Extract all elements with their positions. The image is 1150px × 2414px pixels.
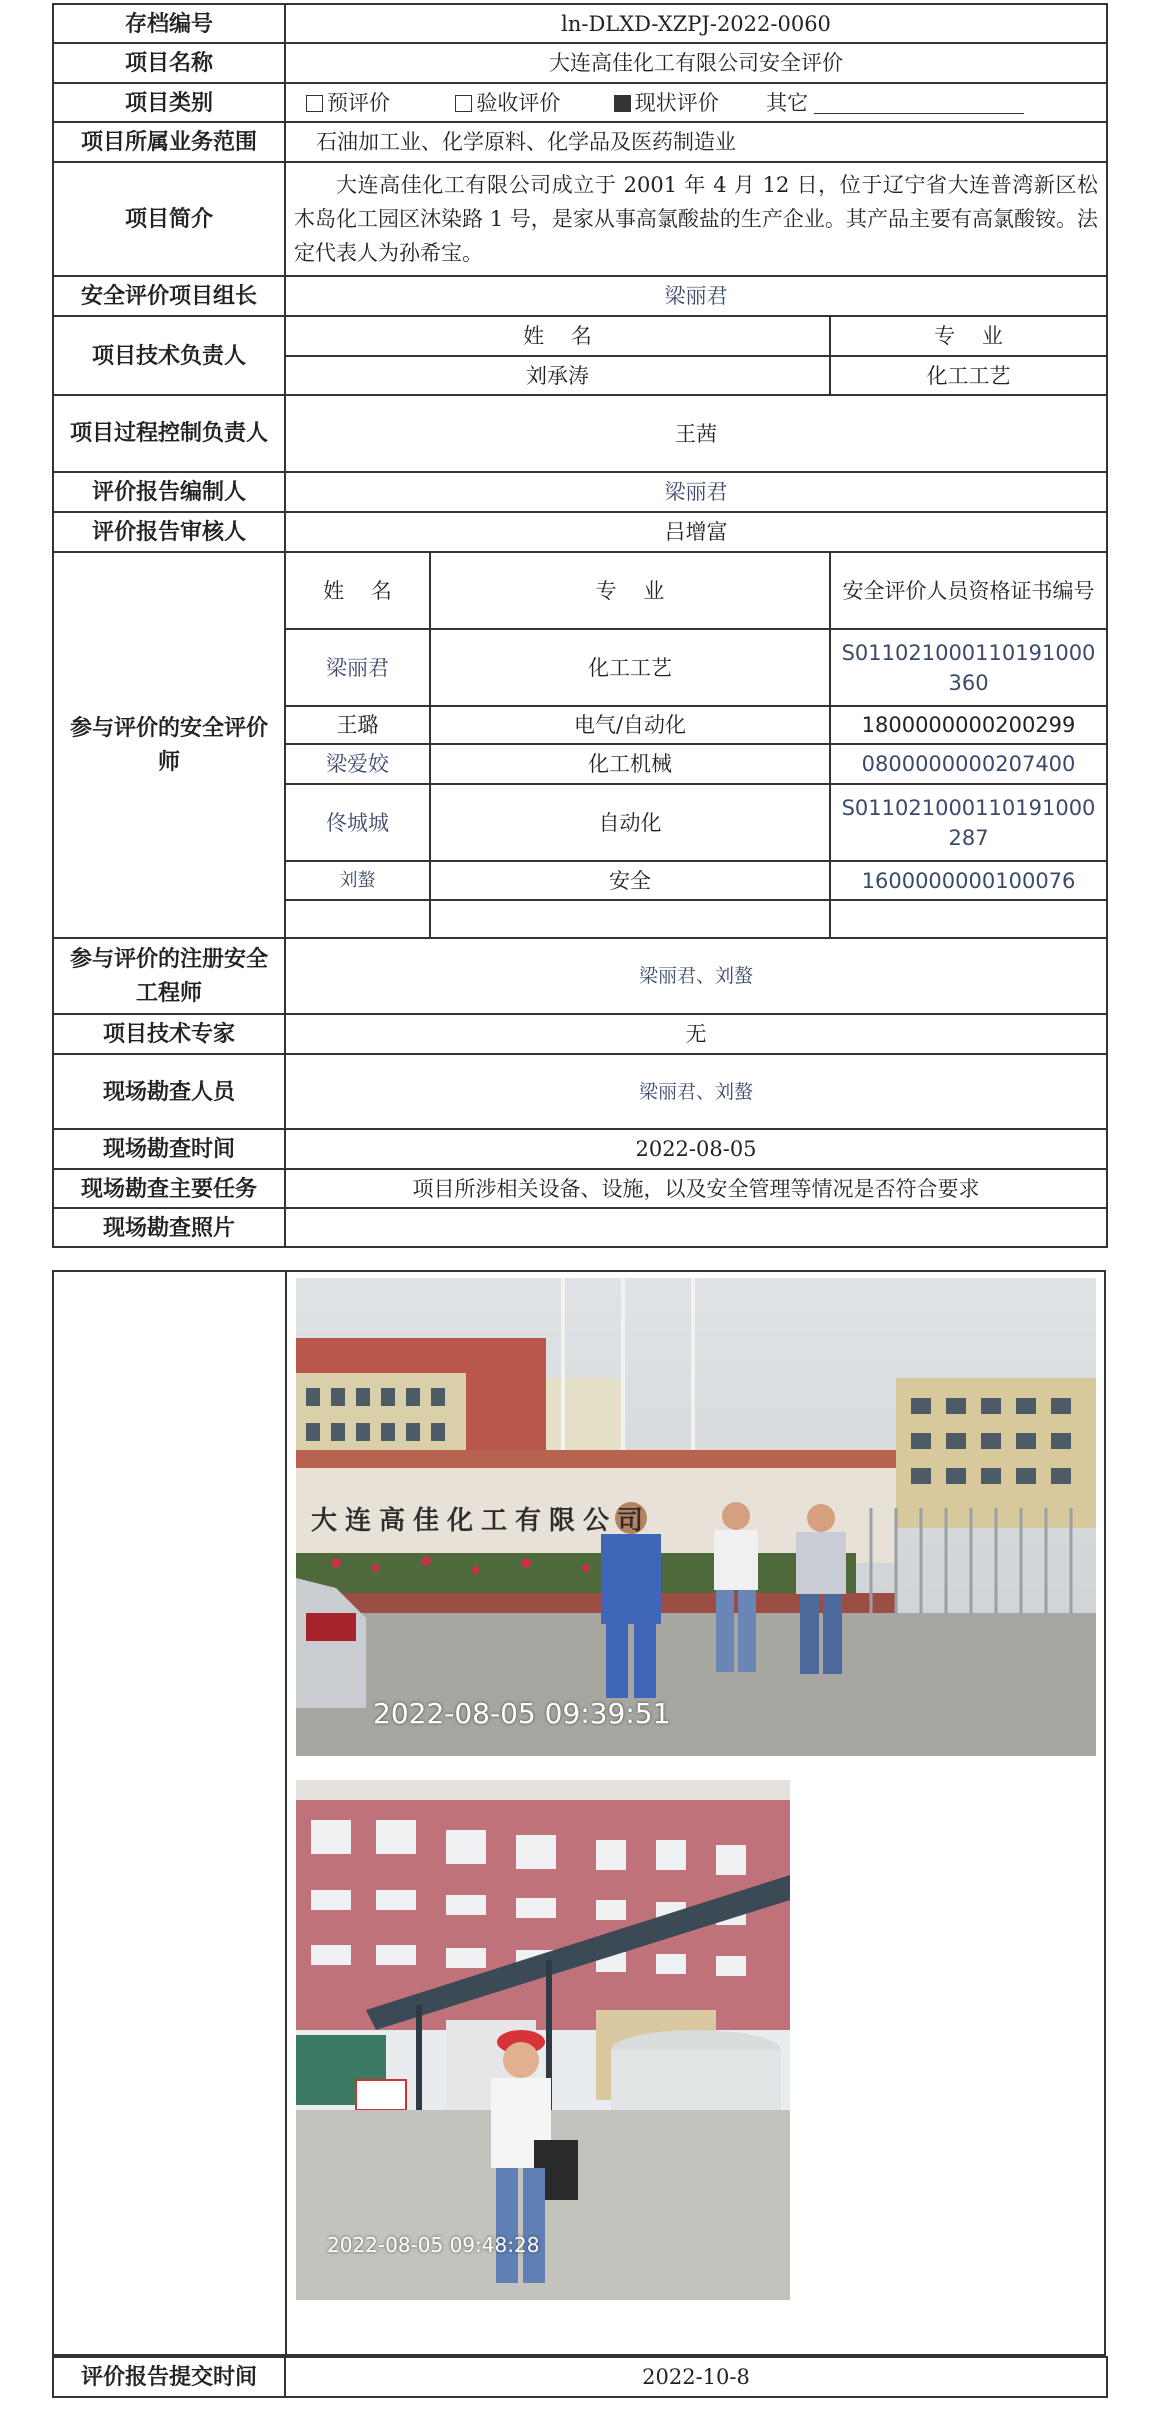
value-tech-lead-name: 刘承涛 [285, 356, 830, 395]
row-site-task [53, 1169, 1107, 1208]
evaluator-major: 化工工艺 [430, 629, 830, 706]
label-team-leader: 安全评价项目组长 [53, 276, 285, 316]
info-table [52, 3, 1108, 1248]
checkbox-unchecked-icon [455, 95, 472, 112]
submit-table [52, 2356, 1108, 2398]
empty-cell [285, 1208, 1107, 1247]
evaluator-name: 佟城城 [285, 784, 430, 861]
evaluator-cert: S011021000110191000360 [830, 629, 1107, 706]
value-site-staff: 梁丽君、刘螯 [285, 1054, 1107, 1129]
value-tech-lead-major: 化工工艺 [830, 356, 1107, 395]
header-tech-lead-major: 专 业 [830, 316, 1107, 356]
label-tech-expert: 项目技术专家 [53, 1014, 285, 1054]
row-tech-lead-header [53, 316, 1107, 356]
label-site-task: 现场勘查主要任务 [53, 1169, 285, 1208]
label-site-photos: 现场勘查照片 [53, 1208, 285, 1247]
header-evaluator-major: 专 业 [430, 552, 830, 629]
value-tech-expert: 无 [285, 1014, 1107, 1054]
header-tech-lead-name: 姓 名 [285, 316, 830, 356]
value-reg-engineers: 梁丽君、刘螯 [285, 938, 1107, 1014]
site-photo-2 [296, 1780, 790, 2300]
label-reg-engineers: 参与评价的注册安全工程师 [53, 938, 285, 1014]
option-acceptance-eval: 验收评价 [455, 91, 560, 115]
plant-area-photo [296, 1780, 790, 2300]
row-site-photos [53, 1208, 1107, 1247]
label-report-reviewer: 评价报告审核人 [53, 512, 285, 552]
row-report-reviewer [53, 512, 1107, 552]
evaluator-major: 安全 [430, 861, 830, 900]
value-report-author: 梁丽君 [285, 472, 1107, 512]
label-site-time: 现场勘查时间 [53, 1129, 285, 1169]
header-evaluator-name: 姓 名 [285, 552, 430, 629]
label-site-staff: 现场勘查人员 [53, 1054, 285, 1129]
empty-cell [430, 900, 830, 938]
row-site-time [53, 1129, 1107, 1169]
label-archive-no: 存档编号 [53, 4, 285, 43]
option-pre-eval: 预评价 [306, 91, 390, 115]
value-process-ctrl: 王茜 [285, 395, 1107, 472]
label-tech-lead: 项目技术负责人 [53, 316, 285, 395]
label-project-type: 项目类别 [53, 83, 285, 122]
evaluator-cert: 1800000000200299 [830, 706, 1107, 744]
label-business-scope: 项目所属业务范围 [53, 122, 285, 162]
option-status-eval: 现状评价 [614, 91, 719, 115]
checkbox-checked-icon [614, 95, 631, 112]
evaluator-major: 电气/自动化 [430, 706, 830, 744]
value-site-time: 2022-08-05 [285, 1129, 1107, 1169]
row-process-ctrl [53, 395, 1107, 472]
label-report-author: 评价报告编制人 [53, 472, 285, 512]
row-site-staff [53, 1054, 1107, 1129]
label-process-ctrl: 项目过程控制负责人 [53, 395, 285, 472]
value-project-type [285, 83, 1107, 122]
evaluator-cert: S011021000110191000287 [830, 784, 1107, 861]
row-evaluators-header [53, 552, 1107, 629]
option-other: 其它 [766, 91, 1024, 115]
row-team-leader [53, 276, 1107, 316]
label-evaluators: 参与评价的安全评价师 [53, 552, 285, 938]
row-project-type [53, 83, 1107, 122]
company-sign: 大连高佳化工有限公司 [311, 1506, 652, 1536]
row-archive-no [53, 4, 1107, 43]
label-summary: 项目简介 [53, 162, 285, 276]
row-summary [53, 162, 1107, 276]
photo-timestamp: 2022-08-05 09:48:28 [327, 2233, 540, 2257]
row-business-scope [53, 122, 1107, 162]
value-summary: 大连高佳化工有限公司成立于 2001 年 4 月 12 日，位于辽宁省大连普湾新区松木岛化工园区沐染路 1 号，是家从事高氯酸盐的生产企业。其产品主要有高氯酸铵。法定代表人为孙希宝。 [285, 162, 1107, 276]
header-evaluator-cert: 安全评价人员资格证书编号 [830, 552, 1107, 629]
evaluator-major: 化工机械 [430, 744, 830, 784]
evaluator-name: 王璐 [285, 706, 430, 744]
row-project-name [53, 43, 1107, 83]
value-site-task: 项目所涉相关设备、设施，以及安全管理等情况是否符合要求 [285, 1169, 1107, 1208]
row-report-author [53, 472, 1107, 512]
value-business-scope: 石油加工业、化学原料、化学品及医药制造业 [285, 122, 1107, 162]
value-report-reviewer: 吕增富 [285, 512, 1107, 552]
value-team-leader: 梁丽君 [285, 276, 1107, 316]
value-project-name: 大连高佳化工有限公司安全评价 [285, 43, 1107, 83]
label-project-name: 项目名称 [53, 43, 285, 83]
checkbox-unchecked-icon [306, 95, 323, 112]
site-photo-1 [296, 1278, 1096, 1756]
evaluator-name: 梁丽君 [285, 629, 430, 706]
divider [285, 1272, 287, 2354]
row-submit-time [53, 2357, 1107, 2397]
row-tech-expert [53, 1014, 1107, 1054]
evaluator-cert: 0800000000207400 [830, 744, 1107, 784]
value-archive-no: ln-DLXD-XZPJ-2022-0060 [285, 4, 1107, 43]
evaluator-cert: 1600000000100076 [830, 861, 1107, 900]
photo-timestamp: 2022-08-05 09:39:51 [373, 1697, 671, 1730]
evaluator-name: 梁爱姣 [285, 744, 430, 784]
empty-cell [285, 900, 430, 938]
label-submit-time: 评价报告提交时间 [53, 2357, 285, 2397]
row-reg-engineers [53, 938, 1107, 1014]
evaluator-name: 刘螯 [285, 861, 430, 900]
evaluator-major: 自动化 [430, 784, 830, 861]
empty-cell [830, 900, 1107, 938]
blank-line [814, 93, 1024, 114]
value-submit-time: 2022-10-8 [285, 2357, 1107, 2397]
